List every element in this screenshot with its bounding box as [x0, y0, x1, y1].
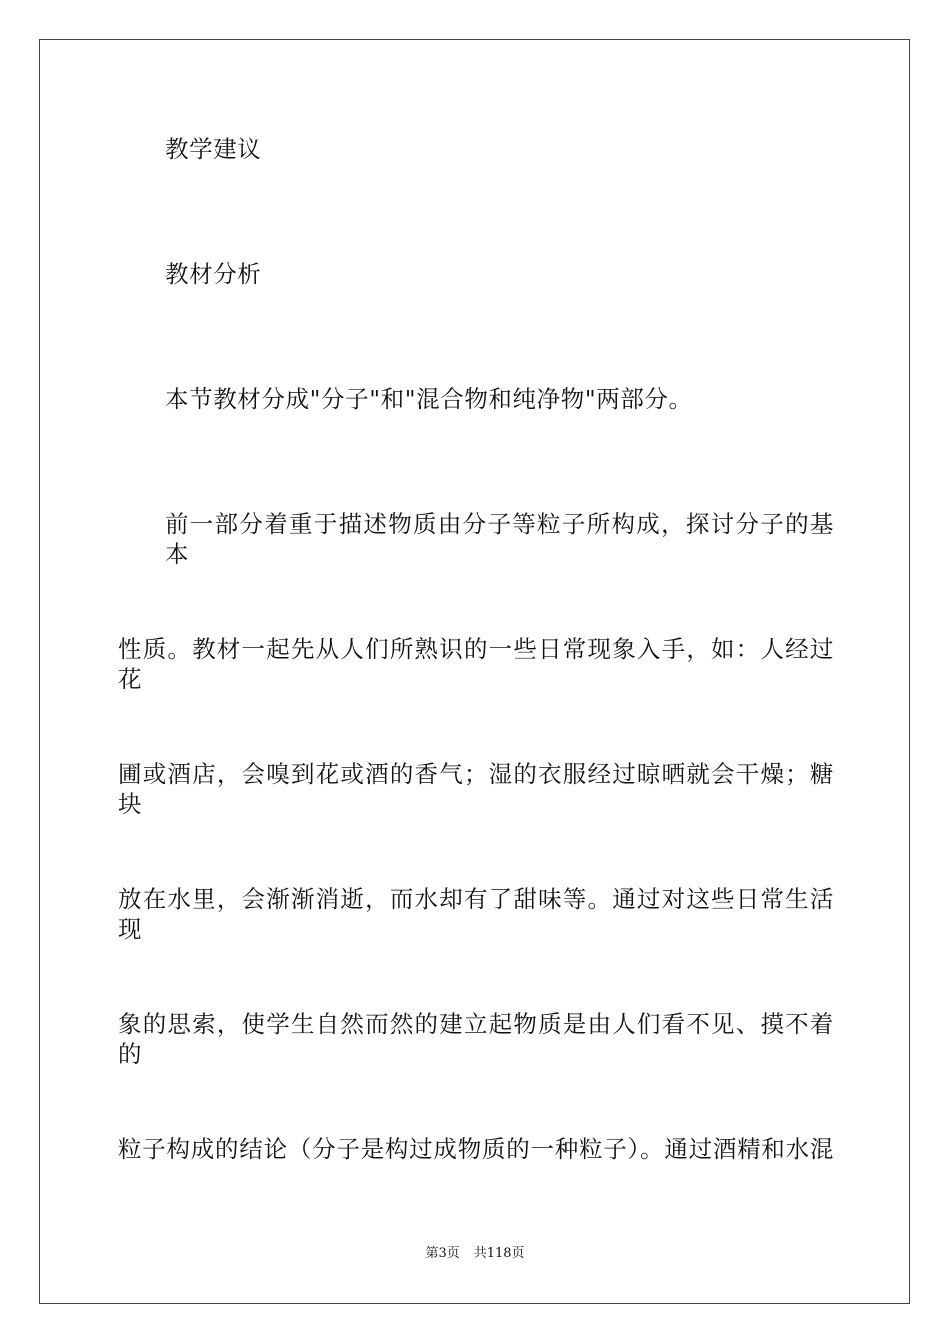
page-footer	[0, 1245, 950, 1263]
heading-teaching-suggestions: 教学建议	[165, 135, 262, 163]
paragraph-line: 圃或酒店，会嗅到花或酒的香气；湿的衣服经过晾晒就会干燥；糖块	[118, 760, 834, 818]
heading-textbook-analysis: 教材分析	[165, 260, 262, 288]
page-number: 第3页	[425, 1246, 460, 1261]
paragraph-line: 粒子构成的结论（分子是构过成物质的一种粒子）。通过酒精和水混	[118, 1135, 834, 1163]
paragraph-line: 象的思索，使学生自然而然的建立起物质是由人们看不见、摸不着的	[118, 1010, 834, 1068]
paragraph-line: 本节教材分成"分子"和"混合物和纯净物"两部分。	[165, 385, 693, 413]
total-pages: 共118页	[473, 1246, 525, 1261]
paragraph-line: 放在水里，会渐渐消逝，而水却有了甜味等。通过对这些日常生活现	[118, 885, 834, 943]
paragraph-line: 性质。教材一起先从人们所熟识的一些日常现象入手，如：人经过花	[118, 635, 834, 693]
paragraph-line: 前一部分着重于描述物质由分子等粒子所构成，探讨分子的基本	[165, 510, 834, 568]
